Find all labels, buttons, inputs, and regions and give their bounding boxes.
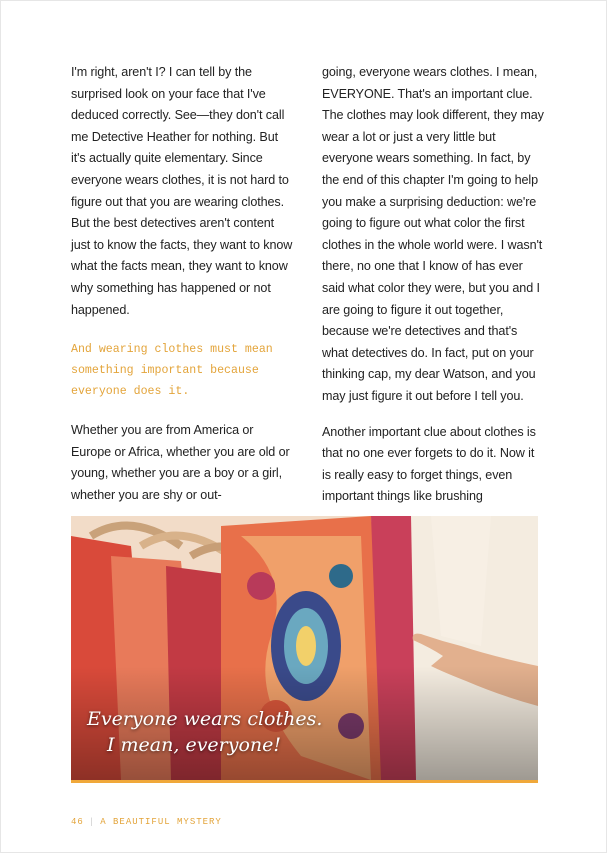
clothing-rack-photo — [71, 516, 538, 780]
photo-caption — [87, 706, 322, 758]
pull-quote: And wearing clothes must mean something important because everyone does it. — [71, 343, 273, 399]
left-paragraph-2: Whether you are from America or Europe or Africa, whether you are old or young, whether you are a boy or a girl, whether you are shy or out- — [71, 423, 290, 502]
caption-line-1: Everyone wears clothes. — [87, 708, 323, 730]
right-column — [322, 62, 544, 508]
right-paragraph-1: going, everyone wears clothes. I mean, EVERYONE. That's an important clue. The clothes may look different, they may wear a lot or just a very little but everyone wears something. In fact, by the end of this chapter I'm going to help you make a surprising deduction: we're going to figure out what color the first clothes in the whole world were. I wasn't there, no one that I know of has ever said what color they were, but you and I are going to figure it out together, because we're detectives and that's what detectives do. In fact, put on your thinking cap, my dear Watson, and you may just figure it out before I tell you. — [322, 65, 544, 403]
page-footer — [71, 817, 222, 827]
left-column — [71, 62, 293, 507]
caption-line-2: I mean, everyone! — [107, 734, 282, 756]
book-title: A BEAUTIFUL MYSTERY — [100, 817, 222, 827]
photo-underline — [71, 780, 538, 783]
footer-separator: | — [88, 817, 96, 827]
right-paragraph-2: Another important clue about clothes is that no one ever forgets to do it. Now it is really easy to forget things, even important things like brushing — [322, 424, 536, 504]
page-number: 46 — [71, 817, 84, 827]
left-paragraph-1: I'm right, aren't I? I can tell by the surprised look on your face that I've deduced correctly. See—they don't call me Detective Heather for nothing. But it's actually quite elementary. Since everyone wears clothes, it is not hard to figure out that you are wearing clothes. But the best detectives aren't content just to know the facts, they want to know what the facts mean, they want to know why something has happened or not happened. — [71, 65, 293, 317]
